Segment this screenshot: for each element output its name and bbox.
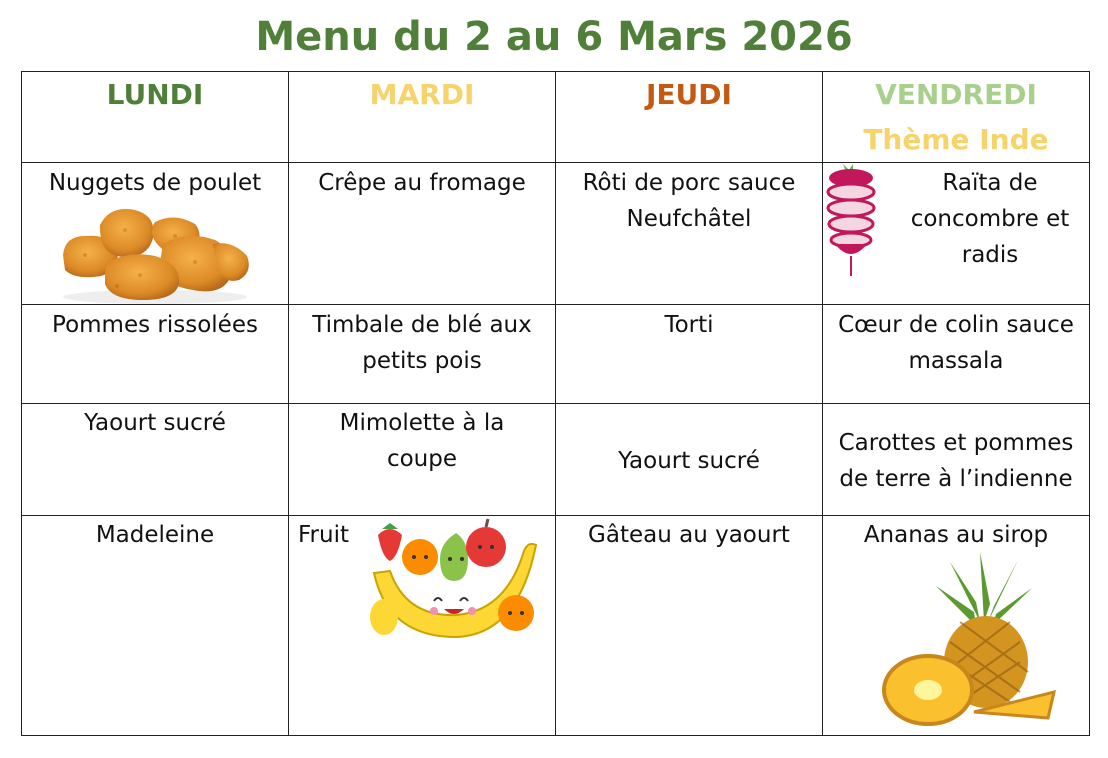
day-header-mardi: MARDI (369, 78, 475, 111)
menu-item-jeudi-1: Rôti de porc sauce Neufchâtel (582, 170, 796, 232)
menu-item-mardi-3: Mimolette à la coupe (339, 410, 505, 472)
menu-item-mardi-2: Timbale de blé aux petits pois (312, 312, 532, 374)
menu-item-mardi-4: Fruit (298, 522, 349, 548)
theme-label: Thème Inde (863, 123, 1049, 156)
menu-item-vendredi-3: Carottes et pommes de terre à l’indienne (838, 430, 1074, 492)
menu-item-lundi-1: Nuggets de poulet (48, 170, 262, 196)
menu-item-jeudi-2: Torti (664, 312, 714, 338)
fruits-image (368, 515, 543, 645)
menu-item-vendredi-2: Cœur de colin sauce massala (838, 312, 1074, 374)
day-header-jeudi: JEUDI (646, 78, 732, 111)
page-title: Menu du 2 au 6 Mars 2026 (255, 14, 853, 60)
day-header-lundi: LUNDI (106, 78, 204, 111)
menu-item-vendredi-4: Ananas au sirop (863, 522, 1049, 548)
table-border-col2 (555, 71, 556, 736)
menu-item-lundi-4: Madeleine (95, 522, 215, 548)
menu-item-jeudi-4: Gâteau au yaourt (588, 522, 790, 548)
table-border-right (1089, 71, 1090, 736)
menu-item-mardi-1: Crêpe au fromage (318, 170, 526, 196)
pineapple-image (880, 552, 1058, 727)
menu-item-vendredi-1: Raïta de concombre et radis (910, 170, 1070, 268)
table-border-col3 (822, 71, 823, 736)
menu-item-lundi-2: Pommes rissolées (52, 312, 258, 338)
menu-item-jeudi-3: Yaourt sucré (618, 448, 760, 474)
day-header-vendredi: VENDREDI (875, 78, 1037, 111)
radish-image (825, 164, 877, 276)
nuggets-image (55, 200, 255, 305)
menu-item-lundi-3: Yaourt sucré (84, 410, 226, 436)
